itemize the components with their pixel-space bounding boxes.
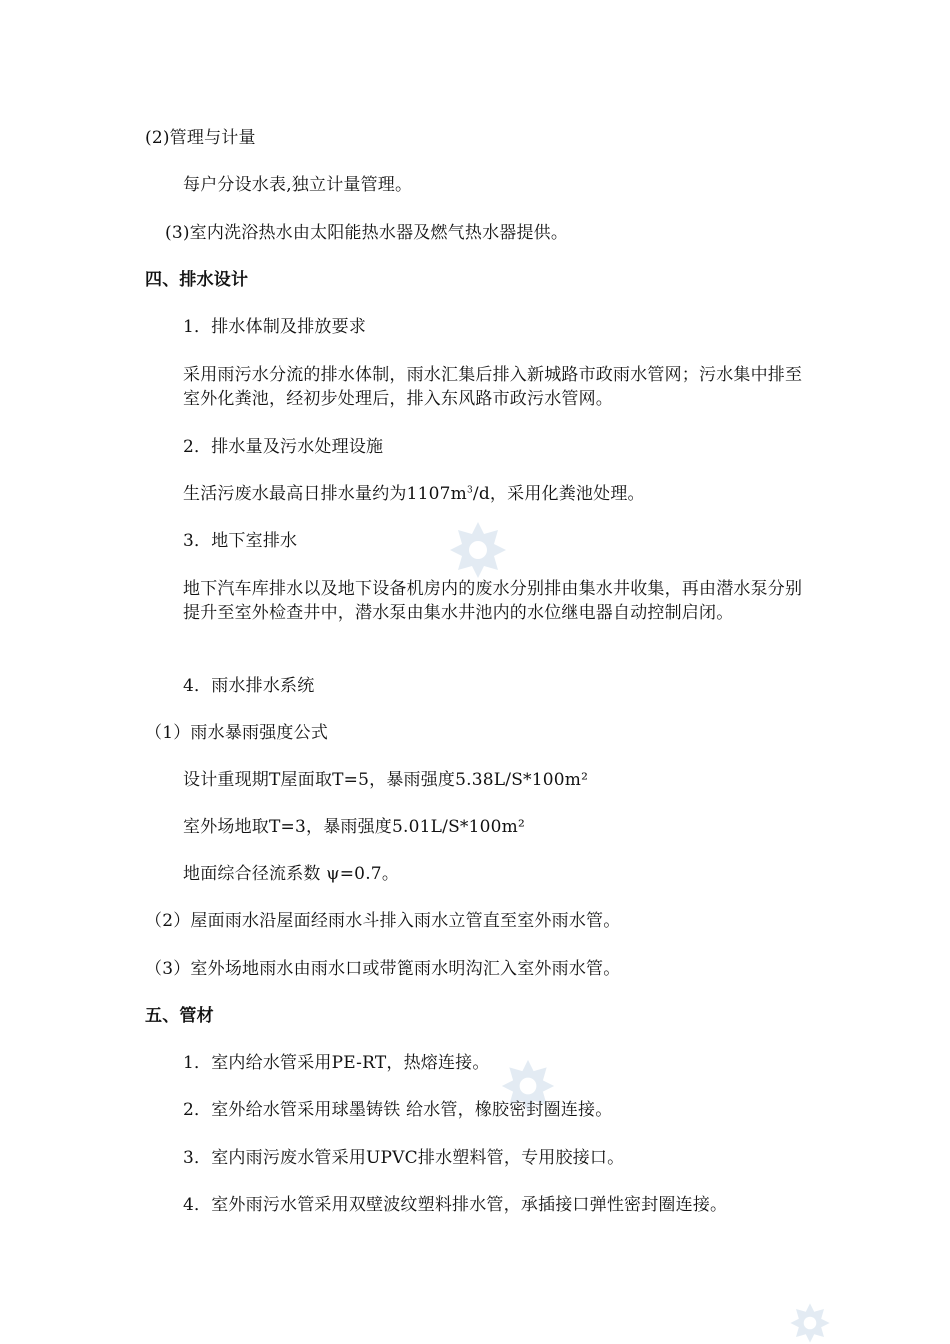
subheading-drainage-volume: 2．排水量及污水处理设施 (183, 437, 384, 457)
item-outdoor-supply-pipe: 2．室外给水管采用球墨铸铁 给水管，橡胶密封圈连接。 (183, 1100, 613, 1120)
text-runoff-coefficient: 地面综合径流系数 ψ=0.7。 (183, 864, 400, 884)
text-water-meter: 每户分设水表,独立计量管理。 (183, 175, 413, 195)
item-hot-water: (3)室内洗浴热水由太阳能热水器及燃气热水器提供。 (165, 223, 569, 243)
subheading-drainage-system: 1．排水体制及排放要求 (183, 317, 367, 337)
section-heading-drainage: 四、排水设计 (145, 270, 249, 290)
item-management-metering: (2)管理与计量 (145, 128, 256, 148)
item-rainstorm-formula: （1）雨水暴雨强度公式 (145, 723, 329, 743)
snowflake-watermark-icon (780, 1302, 840, 1344)
subheading-rainwater-system: 4．雨水排水系统 (183, 676, 315, 696)
snowflake-watermark-icon (448, 520, 508, 580)
item-roof-rainwater: （2）屋面雨水沿屋面经雨水斗排入雨水立管直至室外雨水管。 (145, 911, 621, 931)
item-indoor-supply-pipe: 1．室内给水管采用PE-RT，热熔连接。 (183, 1053, 490, 1073)
paragraph-drainage-system: 采用雨污水分流的排水体制，雨水汇集后排入新城路市政雨水管网；污水集中排至室外化粪池，经初步处理后，排入东风路市政污水管网。 (183, 365, 803, 409)
section-heading-pipe-materials: 五、管材 (145, 1006, 214, 1026)
text-site-return-period: 室外场地取T=3，暴雨强度5.01L/S*100m² (183, 817, 525, 837)
superscript-3: 3 (466, 485, 473, 496)
paragraph-drainage-volume (183, 481, 645, 507)
drainage-volume-text: 生活污废水最高日排水量约为1107m (183, 484, 467, 504)
paragraph-basement-drainage: 地下汽车库排水以及地下设备机房内的废水分别排由集水井收集，再由潜水泵分别提升至室外检查井中，潜水泵由集水井池内的水位继电器自动控制启闭。 (183, 579, 803, 623)
text-roof-return-period: 设计重现期T屋面取T=5，暴雨强度5.38L/S*100m² (183, 770, 589, 790)
subheading-basement-drainage: 3．地下室排水 (183, 531, 298, 551)
item-indoor-drain-pipe: 3．室内雨污废水管采用UPVC排水塑料管，专用胶接口。 (183, 1148, 625, 1168)
item-outdoor-drain-pipe: 4．室外雨污水管采用双壁波纹塑料排水管，承插接口弹性密封圈连接。 (183, 1195, 728, 1215)
item-site-rainwater: （3）室外场地雨水由雨水口或带篦雨水明沟汇入室外雨水管。 (145, 959, 621, 979)
drainage-volume-text-end: /d，采用化粪池处理。 (472, 484, 645, 504)
